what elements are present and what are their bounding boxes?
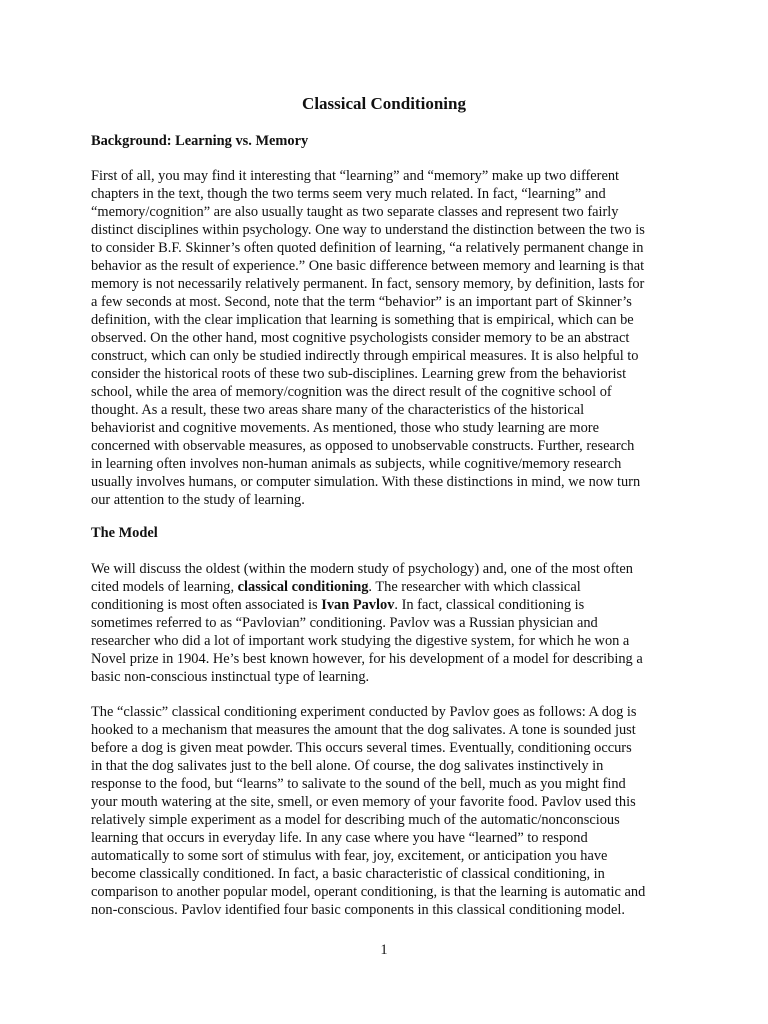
- text-line: to consider B.F. Skinner’s often quoted definition of learning, “a relatively permanent change in: [91, 240, 644, 256]
- text-line: basic non-conscious instinctual type of learning.: [91, 669, 370, 685]
- text-line: in that the dog salivates just to the bell alone. Of course, the dog salivates instinctively in: [91, 758, 604, 774]
- text-line: memory is not necessarily relatively permanent. In fact, sensory memory, by definition, lasts for: [91, 276, 645, 292]
- paragraph-pavlov-experiment: [91, 703, 677, 919]
- document-title: Classical Conditioning: [302, 94, 466, 113]
- text-line: observed. On the other hand, most cognitive psychologists consider memory to be an abstract: [91, 330, 630, 346]
- text-line: a few seconds at most. Second, note that the term “behavior” is an important part of Skinner’s: [91, 294, 632, 310]
- section-heading-model: The Model: [91, 525, 158, 541]
- bold-term: Ivan Pavlov: [321, 597, 395, 613]
- text-line: We will discuss the oldest (within the modern study of psychology) and, one of the most often: [91, 561, 634, 577]
- text-line: before a dog is given meat powder. This occurs several times. Eventually, conditioning occurs: [91, 740, 632, 756]
- paragraph-learning-vs-memory: [91, 167, 677, 509]
- text-line: definition, with the clear implication that learning is something that is empirical, which can be: [91, 312, 634, 328]
- text-line: First of all, you may find it interesting that “learning” and “memory” make up two different: [91, 168, 620, 184]
- text-line: become classically conditioned. In fact, a basic characteristic of classical conditioning, in: [91, 866, 605, 882]
- text-line: conditioning is most often associated is Ivan Pavlov. In fact, classical conditioning is: [91, 597, 585, 613]
- text-line: researcher who did a lot of important work studying the digestive system, for which he won a: [91, 633, 630, 649]
- paragraph-model-intro: [91, 560, 677, 686]
- text-line: thought. As a result, these two areas share many of the characteristics of the historical: [91, 402, 585, 418]
- section-heading-background: Background: Learning vs. Memory: [91, 133, 309, 149]
- text-line: consider the historical roots of these two sub-disciplines. Learning grew from the behaviorist: [91, 366, 627, 382]
- text-line: automatically to some sort of stimulus with fear, joy, excitement, or anticipation you have: [91, 848, 608, 864]
- text-line: chapters in the text, though the two terms seem very much related. In fact, “learning” and: [91, 186, 606, 202]
- text-line: The “classic” classical conditioning experiment conducted by Pavlov goes as follows: A dog is: [91, 704, 637, 720]
- text-line: relatively simple experiment as a model for describing much of the automatic/nonconscious: [91, 812, 620, 828]
- bold-term: classical conditioning: [237, 579, 369, 595]
- text-line: our attention to the study of learning.: [91, 492, 305, 508]
- text-line: learning that occurs in everyday life. In any case where you have “learned” to respond: [91, 830, 588, 846]
- text-line: sometimes referred to as “Pavlovian” conditioning. Pavlov was a Russian physician and: [91, 615, 598, 631]
- text-line: in learning often involves non-human animals as subjects, while cognitive/memory research: [91, 456, 622, 472]
- text-line: non-conscious. Pavlov identified four basic components in this classical conditioning model.: [91, 902, 625, 918]
- text-line: Novel prize in 1904. He’s best known however, for his development of a model for describing a: [91, 651, 643, 667]
- text-line: construct, which can only be studied indirectly through empirical measures. It is also helpful to: [91, 348, 639, 364]
- page-number: 1: [380, 942, 388, 958]
- text-line: behavior as the result of experience.” One basic difference between memory and learning is that: [91, 258, 645, 274]
- text-line: “memory/cognition” are also usually taught as two separate classes and represent two fairly: [91, 204, 619, 220]
- text-line: distinct disciplines within psychology. One way to understand the distinction between the two is: [91, 222, 645, 238]
- text-line: response to the food, but “learns” to salivate to the sound of the bell, much as you might find: [91, 776, 626, 792]
- text-line: your mouth watering at the site, smell, or even memory of your favorite food. Pavlov used this: [91, 794, 636, 810]
- text-line: concerned with observable measures, as opposed to unobservable constructs. Further, research: [91, 438, 635, 454]
- text-line: usually involves humans, or computer simulation. With these distinctions in mind, we now turn: [91, 474, 641, 490]
- text-line: hooked to a mechanism that measures the amount that the dog salivates. A tone is sounded just: [91, 722, 636, 738]
- text-line: cited models of learning, classical conditioning. The researcher with which classical: [91, 579, 581, 595]
- text-line: behaviorist and cognitive movements. As mentioned, those who study learning are more: [91, 420, 599, 436]
- text-line: comparison to another popular model, operant conditioning, is that the learning is automatic and: [91, 884, 646, 900]
- text-line: school, while the area of memory/cognition was the direct result of the cognitive school of: [91, 384, 612, 400]
